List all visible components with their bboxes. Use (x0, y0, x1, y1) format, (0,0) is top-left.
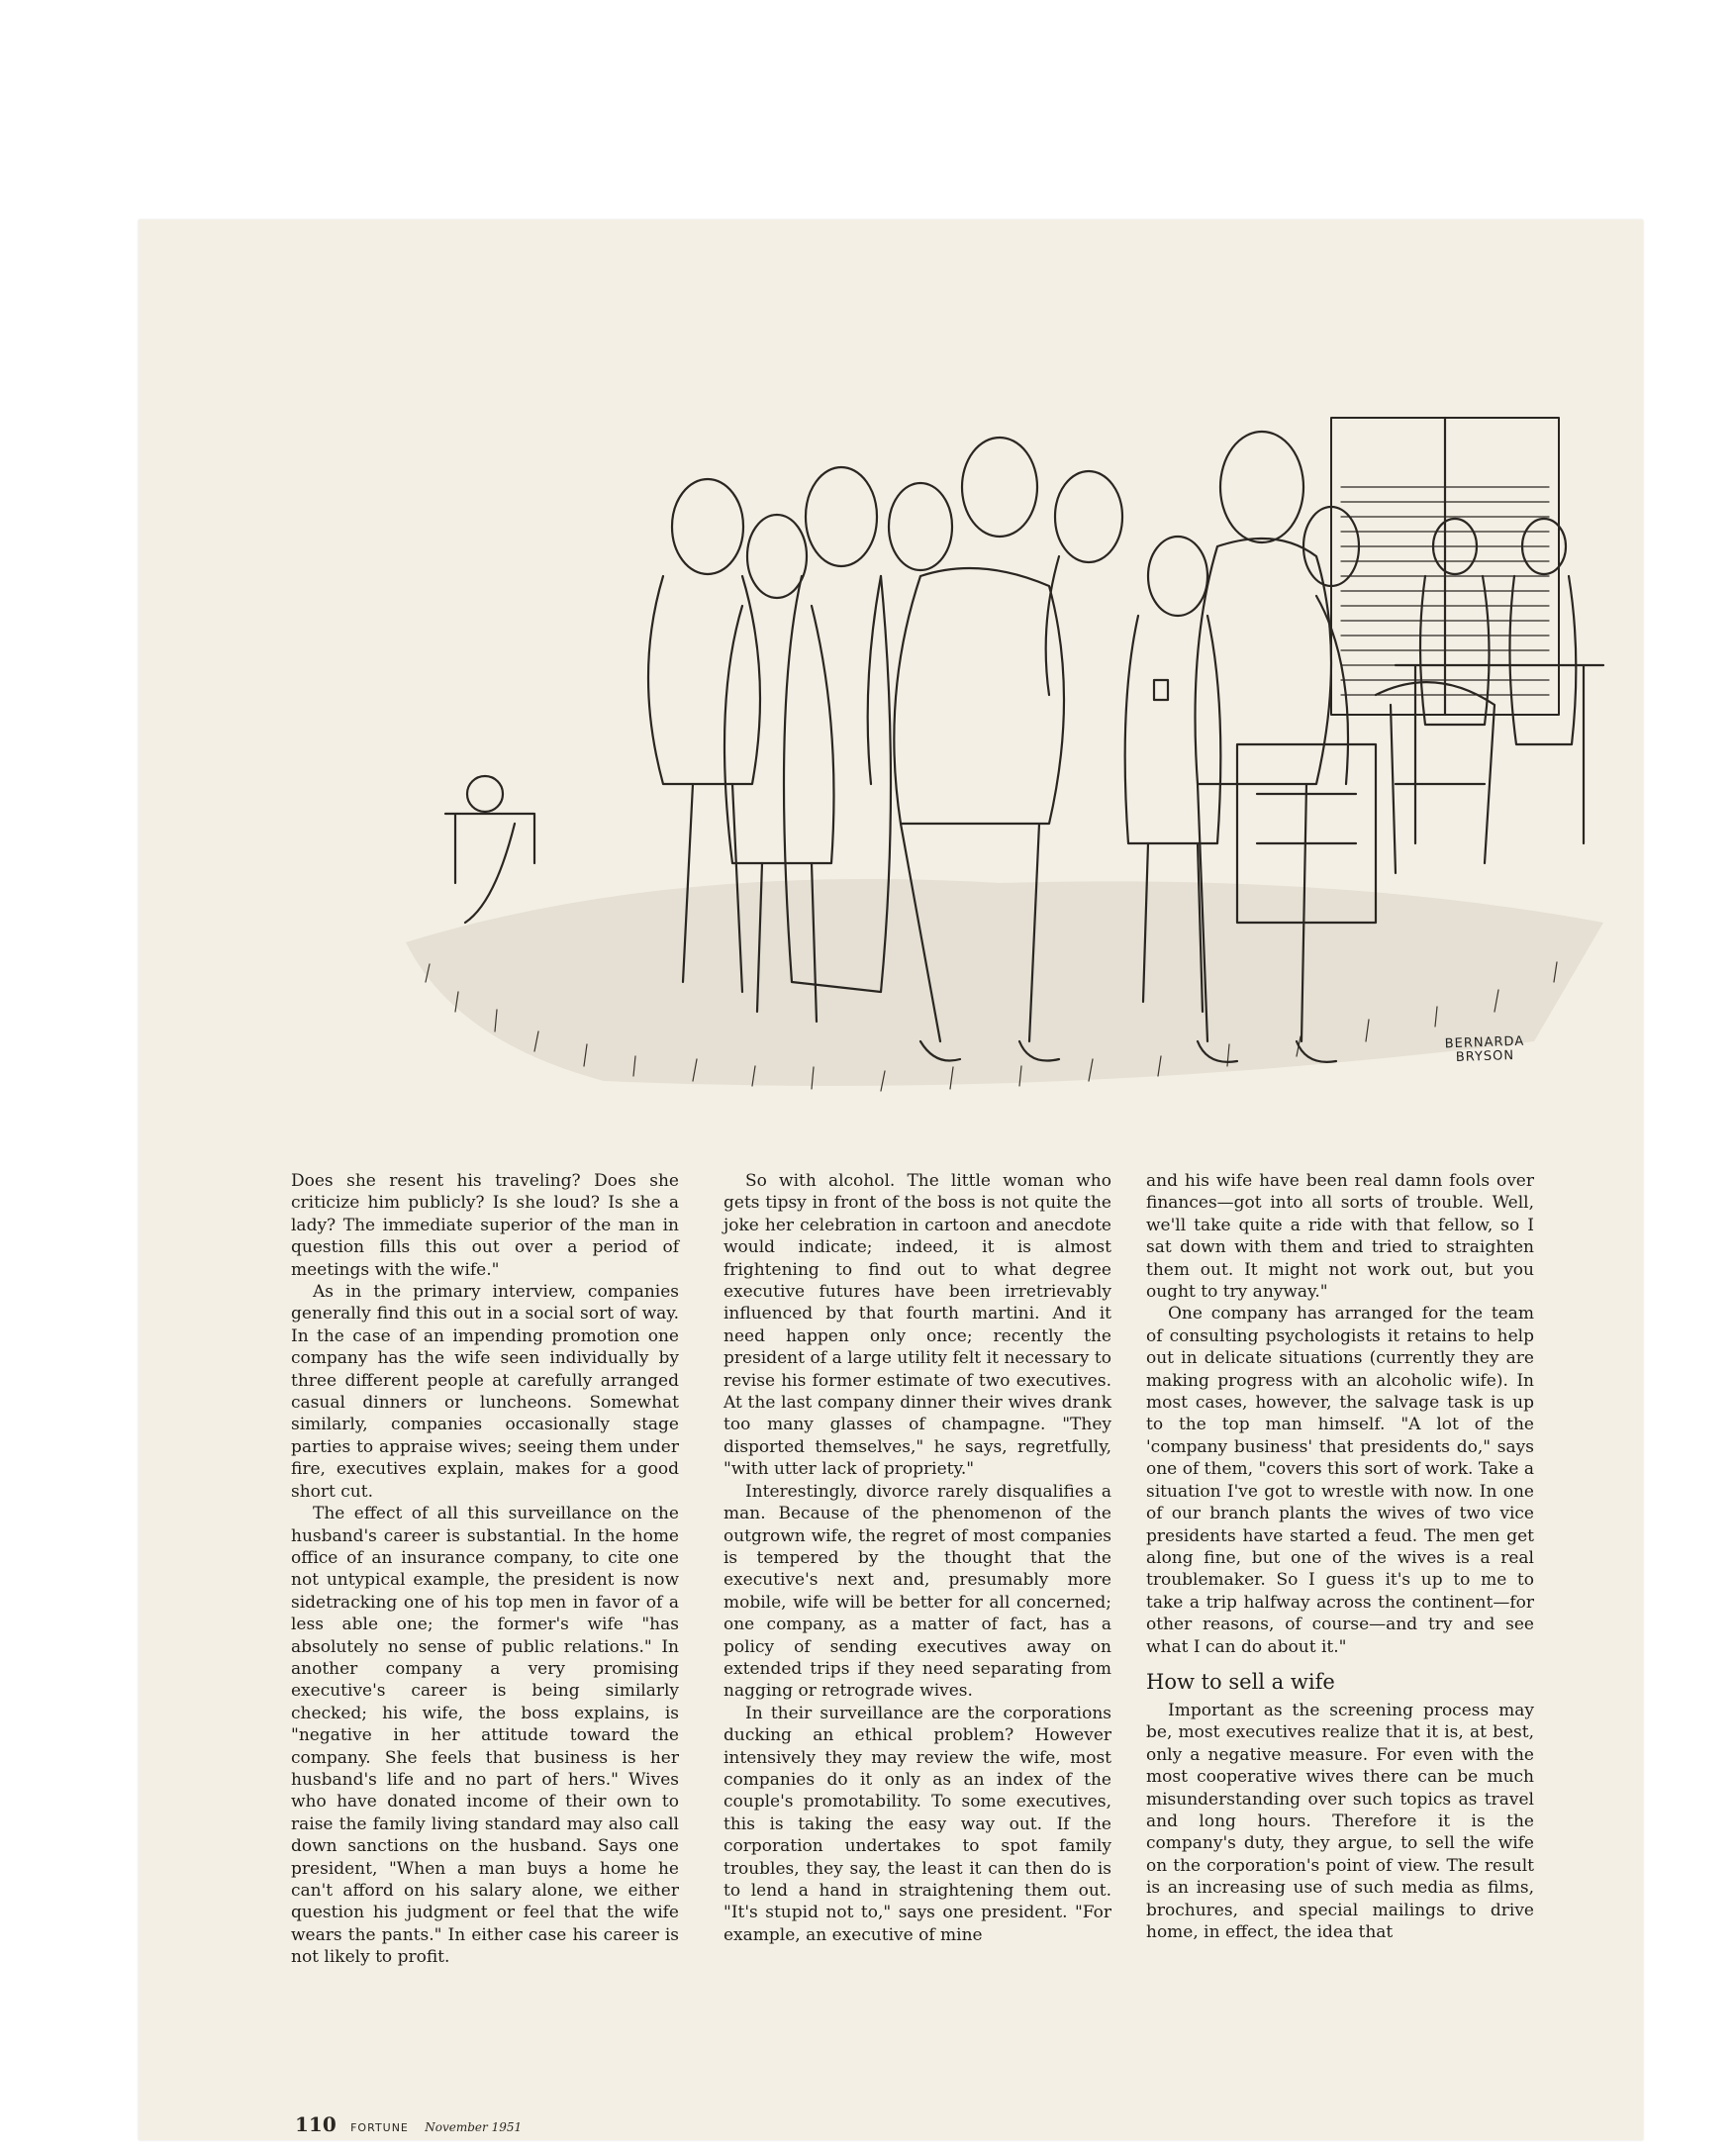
paragraph: Does she resent his traveling? Does she criticize him publicly? Is she loud? Is she a lady? The immediate superior of the man in question fills this out over a period of meetings with the wife." (291, 1171, 679, 1280)
paragraph: Interestingly, divorce rarely disqualifies a man. Because of the phenomenon of the outgrown wife, the regret of most companies is tempered by the thought that the executive's next and, presumably more mobile, wife will be better for all concerned; one company, as a matter of fact, has a policy of sending executives away on extended trips if they need separating from nagging or retrograde wives. (723, 1481, 1111, 1702)
page-footer (295, 2112, 522, 2136)
paragraph: So with alcohol. The little woman who gets tipsy in front of the boss is not quite the joke her celebration in cartoon and anecdote would indicate; indeed, it is almost frightening to find out to what degree executive futures have been irretrievably influenced by that fourth martini. And it need happen only once; recently the president of a large utility felt it necessary to revise his former estimate of two executives. At the last company dinner their wives drank too many glasses of champagne. "They disported themselves," he says, regretfully, "with utter lack of propriety." (723, 1171, 1111, 1480)
paragraph: Important as the screening process may be, most executives realize that it is, at best, only a negative measure. For even with the most cooperative wives there can be much misunderstanding over such topics as travel and long hours. Therefore it is the company's duty, they argue, to sell the wife on the corporation's point of view. The result is an increasing use of such media as films, brochures, and special mailings to drive home, in effect, the idea that (1146, 1700, 1534, 1942)
artist-signature: BERNARDA BRYSON (1444, 1033, 1525, 1066)
paragraph: One company has arranged for the team of consulting psychologists it retains to help out in delicate situations (currently they are making progress with an alcoholic wife). In most cases, however, the salvage task is up to the top man himself. "A lot of the 'company business' that presidents do," says one of them, "covers this sort of work. Take a situation I've got to wrestle with now. In one of our branch plants the wives of two vice presidents have started a feud. The men get along fine, but one of the wives is a real troublemaker. So I guess it's up to me to take a trip halfway across the continent—for other reasons, of course—and try and see what I can do about it." (1146, 1304, 1534, 1657)
article-column-3 (1146, 1170, 1534, 1943)
magazine-name: FORTUNE (350, 2121, 409, 2134)
section-subheading: How to sell a wife (1146, 1669, 1335, 1694)
paragraph: and his wife have been real damn fools over finances—got into all sorts of trouble. Well, we'll take quite a ride with that fellow, so I sat down with them and tried to straighten them out. It might not work out, but you ought to try anyway." (1146, 1171, 1534, 1303)
party-scene-illustration (366, 230, 1633, 1121)
magazine-page (139, 220, 1643, 2140)
article-column-1 (291, 1170, 679, 1969)
page-number: 110 (295, 2112, 337, 2136)
paragraph: The effect of all this surveillance on the husband's career is substantial. In the home office of an insurance company, to cite one not untypical example, the president is now sidetracking one of his top men in favor of a less able one; the former's wife "has absolutely no sense of public relations." In another company a very promising executive's career is being similarly checked; his wife, the boss explains, is "negative in her attitude toward the company. She feels that business is her husband's life and no part of hers." Wives who have donated income of their own to raise the family living standard may also call down sanctions on the husband. Says one president, "When a man buys a home he can't afford on his salary alone, we either question his judgment or feel that the wife wears the pants." In either case his career is not likely to profit. (291, 1504, 679, 1968)
article-column-2 (723, 1170, 1111, 1946)
paragraph: As in the primary interview, companies generally find this out in a social sort of way. In the case of an impending promotion one company has the wife seen individually by three different people at carefully arranged casual dinners or luncheons. Somewhat similarly, companies occasionally stage parties to appraise wives; seeing them under fire, executives explain, makes for a good short cut. (291, 1282, 679, 1502)
issue-date: November 1951 (425, 2120, 523, 2134)
paragraph: In their surveillance are the corporations ducking an ethical problem? However intensively they may review the wife, most companies do it only as an index of the couple's promotability. To some executives, this is taking the easy way out. If the corporation undertakes to spot family troubles, they say, the least it can then do is to lend a hand in straightening them out. "It's stupid not to," says one president. "For example, an executive of mine (723, 1703, 1111, 1945)
